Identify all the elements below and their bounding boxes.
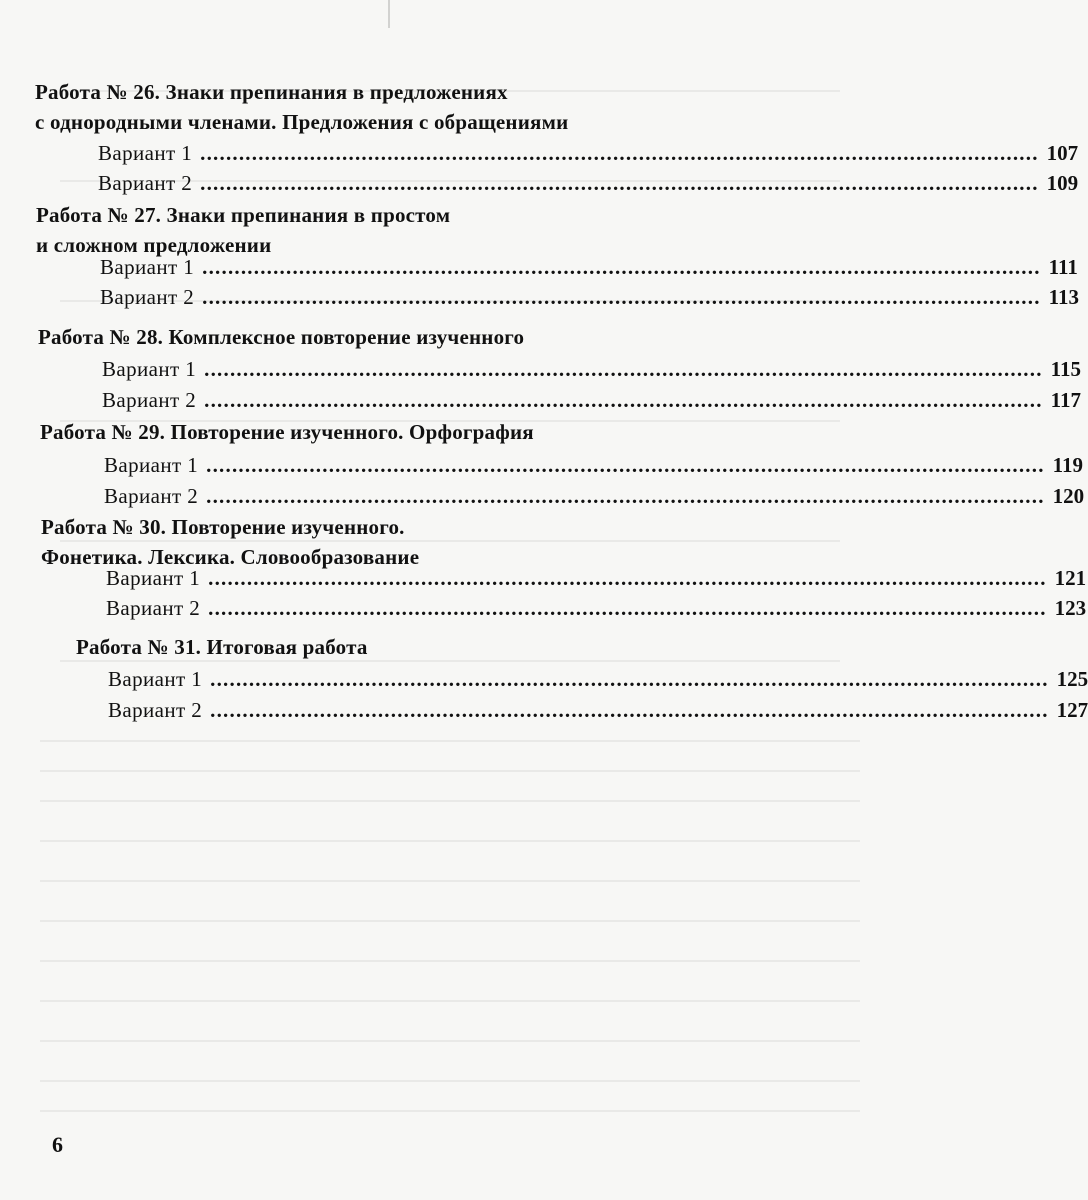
leader-dots: .................................................................................................................................. bbox=[206, 484, 1045, 508]
toc-entry[interactable] bbox=[98, 168, 1079, 198]
toc-entry[interactable] bbox=[108, 695, 1088, 725]
leader-dots: .................................................................................................................................. bbox=[204, 357, 1043, 381]
section-title-28 bbox=[38, 322, 524, 352]
page-ref: 113 bbox=[1048, 285, 1079, 309]
page-ref: 123 bbox=[1054, 596, 1087, 620]
leader-dots: .................................................................................................................................. bbox=[200, 171, 1039, 195]
section-title-line: Фонетика. Лексика. Словообразование bbox=[41, 545, 420, 569]
variant-label: Вариант 2 bbox=[102, 388, 197, 412]
toc-entry[interactable] bbox=[106, 563, 1087, 593]
page-ref: 109 bbox=[1046, 171, 1079, 195]
leader-dots: .................................................................................................................................. bbox=[204, 388, 1043, 412]
variant-label: Вариант 1 bbox=[102, 357, 197, 381]
section-title-line: Работа № 26. Знаки препинания в предложениях bbox=[35, 80, 508, 104]
page-number: 6 bbox=[52, 1132, 63, 1157]
variant-label: Вариант 2 bbox=[108, 698, 203, 722]
section-title-31 bbox=[76, 632, 368, 662]
toc-entry[interactable] bbox=[106, 593, 1087, 623]
variant-label: Вариант 1 bbox=[108, 667, 203, 691]
section-title-line: Работа № 30. Повторение изученного. bbox=[41, 515, 405, 539]
page-ref: 111 bbox=[1048, 255, 1078, 279]
page-ref: 115 bbox=[1050, 357, 1081, 381]
toc-entry[interactable] bbox=[102, 354, 1081, 384]
section-title-27 bbox=[36, 200, 450, 260]
section-title-line: и сложном предложении bbox=[36, 233, 272, 257]
variant-label: Вариант 2 bbox=[100, 285, 195, 309]
variant-label: Вариант 1 bbox=[104, 453, 199, 477]
page-ref: 119 bbox=[1052, 453, 1083, 477]
page-ref: 117 bbox=[1050, 388, 1081, 412]
page-ref: 107 bbox=[1046, 141, 1079, 165]
leader-dots: .................................................................................................................................. bbox=[200, 141, 1039, 165]
variant-label: Вариант 2 bbox=[106, 596, 201, 620]
leader-dots: .................................................................................................................................. bbox=[202, 255, 1041, 279]
toc-entry[interactable] bbox=[100, 282, 1079, 312]
section-title-line: Работа № 31. Итоговая работа bbox=[76, 635, 368, 659]
toc-entry[interactable] bbox=[100, 252, 1078, 282]
toc-entry[interactable] bbox=[104, 481, 1085, 511]
section-title-26 bbox=[35, 77, 568, 137]
leader-dots: .................................................................................................................................. bbox=[206, 453, 1045, 477]
page-ref: 121 bbox=[1054, 566, 1087, 590]
page-ref: 127 bbox=[1056, 698, 1088, 722]
section-title-line: Работа № 27. Знаки препинания в простом bbox=[36, 203, 451, 227]
variant-label: Вариант 1 bbox=[106, 566, 201, 590]
toc-entry[interactable] bbox=[102, 385, 1081, 415]
variant-label: Вариант 1 bbox=[100, 255, 195, 279]
leader-dots: .................................................................................................................................. bbox=[208, 596, 1047, 620]
section-title-line: с однородными членами. Предложения с обращениями bbox=[35, 110, 569, 134]
leader-dots: .................................................................................................................................. bbox=[210, 698, 1049, 722]
leader-dots: .................................................................................................................................. bbox=[202, 285, 1041, 309]
variant-label: Вариант 1 bbox=[98, 141, 193, 165]
leader-dots: .................................................................................................................................. bbox=[210, 667, 1049, 691]
leader-dots: .................................................................................................................................. bbox=[208, 566, 1047, 590]
page-ref: 125 bbox=[1056, 667, 1088, 691]
section-title-29 bbox=[40, 417, 534, 447]
toc-entry[interactable] bbox=[108, 664, 1088, 694]
section-title-line: Работа № 28. Комплексное повторение изученного bbox=[38, 325, 525, 349]
toc-entry[interactable] bbox=[98, 138, 1079, 168]
toc-entry[interactable] bbox=[104, 450, 1083, 480]
section-title-line: Работа № 29. Повторение изученного. Орфография bbox=[40, 420, 534, 444]
variant-label: Вариант 2 bbox=[104, 484, 199, 508]
variant-label: Вариант 2 bbox=[98, 171, 193, 195]
page-ref: 120 bbox=[1052, 484, 1085, 508]
